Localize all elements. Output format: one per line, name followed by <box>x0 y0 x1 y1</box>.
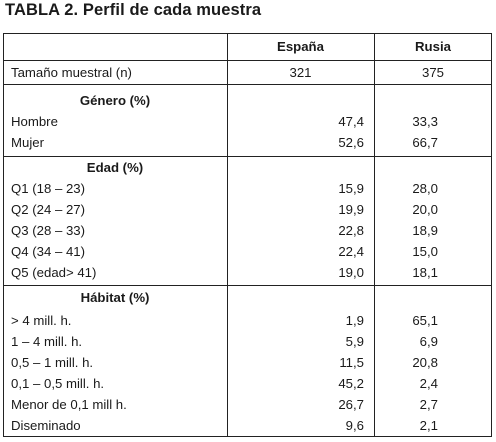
section-header-age: Edad (%) <box>86 160 144 175</box>
row-value-spain: 9,6 <box>345 418 364 433</box>
row-label: Q4 (34 – 41) <box>11 244 86 259</box>
row-label: Q5 (edad> 41) <box>11 265 97 280</box>
row-value-russia: 18,9 <box>412 223 438 238</box>
row-label: 0,5 – 1 mill. h. <box>11 355 94 370</box>
row-value-spain: 52,6 <box>338 135 364 150</box>
header-divider <box>3 60 492 61</box>
section-header-gender: Género (%) <box>79 93 151 108</box>
row-value-spain: 1,9 <box>345 313 364 328</box>
sample-size-russia: 375 <box>421 65 444 80</box>
row-label: Q2 (24 – 27) <box>11 202 86 217</box>
row-label: Q3 (28 – 33) <box>11 223 86 238</box>
row-value-russia: 66,7 <box>412 135 438 150</box>
row-value-spain: 45,2 <box>338 376 364 391</box>
row-value-russia: 20,8 <box>412 355 438 370</box>
row-value-russia: 15,0 <box>412 244 438 259</box>
row-label: Diseminado <box>11 418 81 433</box>
row-value-spain: 5,9 <box>345 334 364 349</box>
row-label: 0,1 – 0,5 mill. h. <box>11 376 105 391</box>
row-label: 1 – 4 mill. h. <box>11 334 83 349</box>
sample-size-spain: 321 <box>289 65 312 80</box>
row-value-spain: 26,7 <box>338 397 364 412</box>
row-value-spain: 19,9 <box>338 202 364 217</box>
row-label: Mujer <box>11 135 44 150</box>
table-title: TABLA 2. Perfil de cada muestra <box>5 1 262 19</box>
row-value-russia: 2,4 <box>419 376 438 391</box>
row-value-spain: 15,9 <box>338 181 364 196</box>
row-label: Hombre <box>11 114 58 129</box>
row-value-spain: 11,5 <box>339 355 364 370</box>
row-value-russia: 33,3 <box>412 114 438 129</box>
row-value-russia: 20,0 <box>412 202 438 217</box>
age-section-divider <box>3 285 492 286</box>
column-header-russia: Rusia <box>415 39 451 54</box>
row-value-russia: 65,1 <box>412 313 438 328</box>
row-value-russia: 2,1 <box>419 418 438 433</box>
row-value-russia: 6,9 <box>419 334 438 349</box>
row-value-spain: 19,0 <box>338 265 364 280</box>
row-label: > 4 mill. h. <box>11 313 72 328</box>
row-value-russia: 2,7 <box>419 397 438 412</box>
section-header-habitat: Hábitat (%) <box>80 290 150 305</box>
column-header-spain: España <box>277 39 324 54</box>
row-label: Q1 (18 – 23) <box>11 181 86 196</box>
row-value-spain: 22,8 <box>338 223 364 238</box>
gender-section-divider <box>3 156 492 157</box>
row-value-russia: 18,1 <box>412 265 438 280</box>
row-value-russia: 28,0 <box>412 181 438 196</box>
sample-size-divider <box>3 84 492 85</box>
row-label: Menor de 0,1 mill h. <box>11 397 127 412</box>
sample-size-label: Tamaño muestral (n) <box>11 65 132 80</box>
row-value-spain: 47,4 <box>338 114 364 129</box>
row-value-spain: 22,4 <box>338 244 364 259</box>
